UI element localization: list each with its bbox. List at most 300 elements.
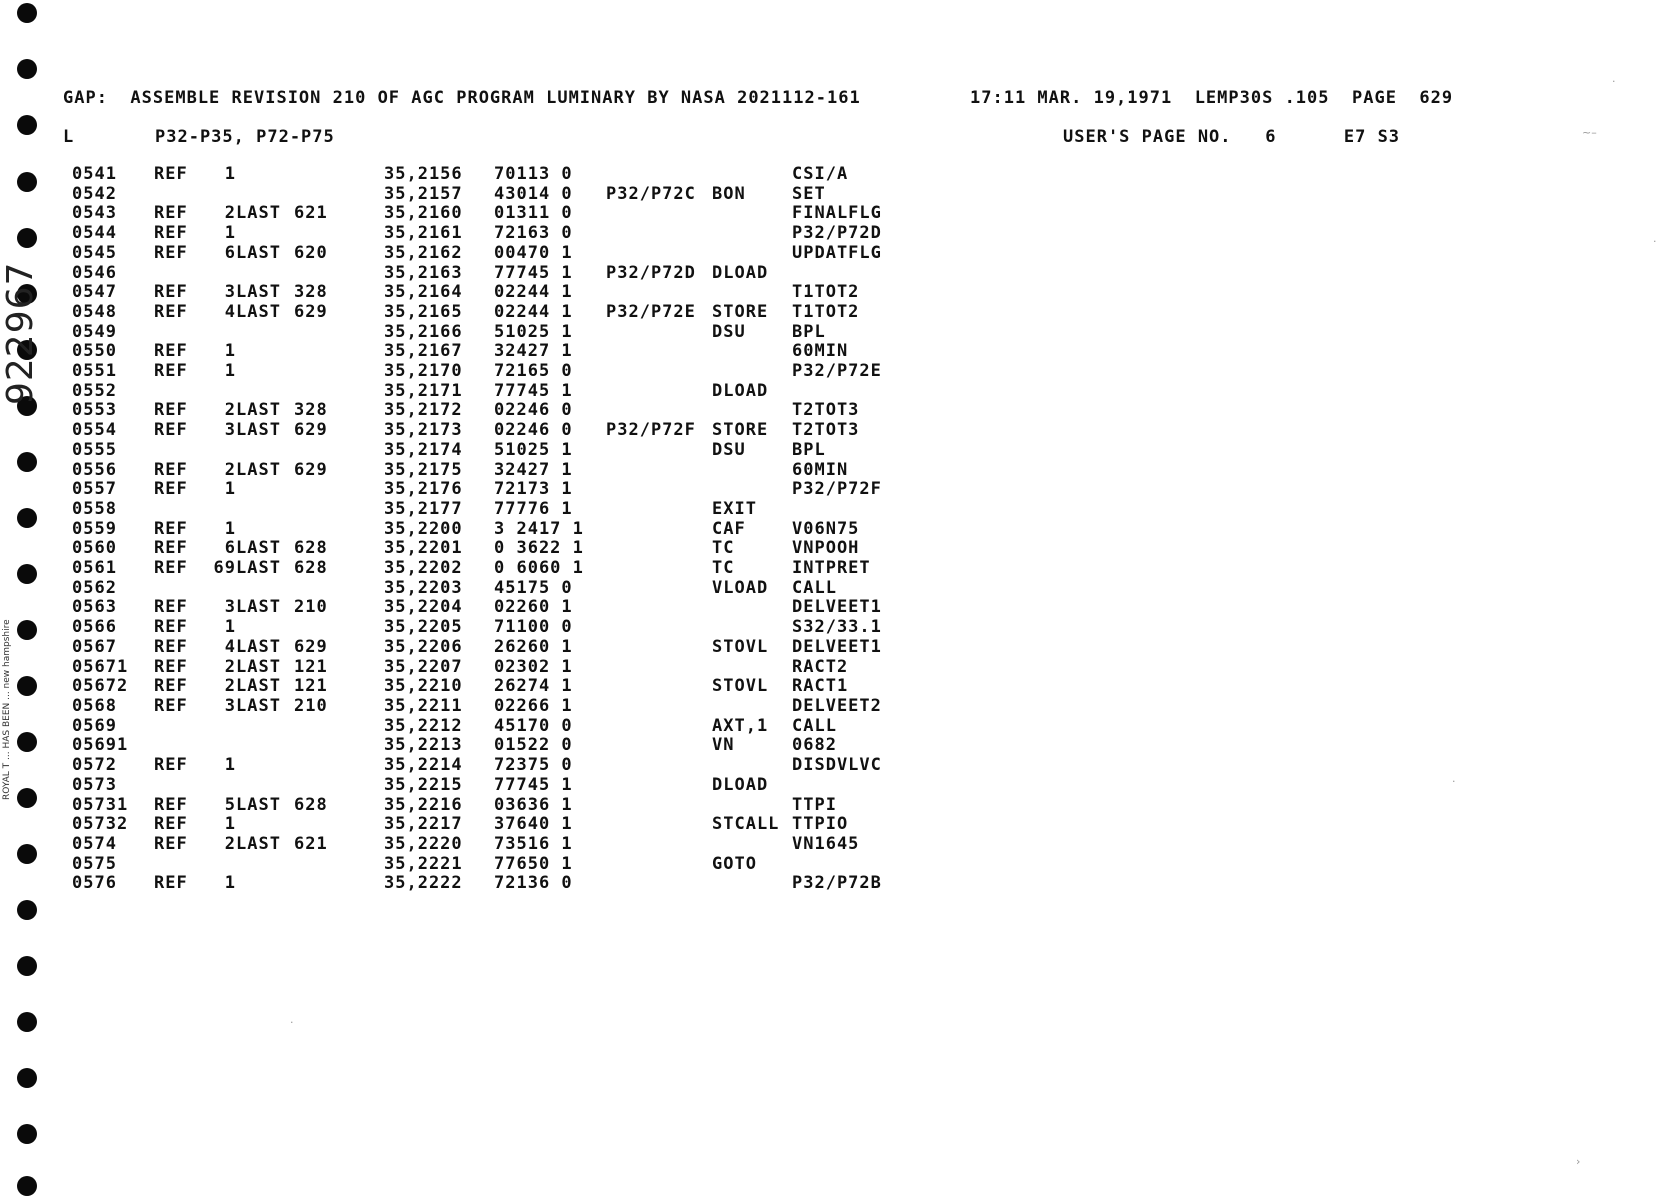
listing-row xyxy=(72,579,912,599)
opcode: VN xyxy=(712,735,735,756)
opcode: CAF xyxy=(712,518,746,539)
last-page: 628 xyxy=(294,794,328,815)
ref-count xyxy=(204,776,236,796)
address: 35,2162 xyxy=(384,242,463,263)
address: 35,2207 xyxy=(384,656,463,677)
ref-count: 6 xyxy=(224,242,236,263)
opcode: STCALL xyxy=(712,814,780,835)
ref-tag: REF xyxy=(154,242,188,263)
ref-count: 3 xyxy=(224,420,236,441)
address: 35,2156 xyxy=(384,164,463,184)
address: 35,2213 xyxy=(384,735,463,756)
last-tag: LAST xyxy=(236,203,281,224)
feed-hole-icon xyxy=(17,1068,37,1088)
header-section-title: P32-P35, P72-P75 xyxy=(155,127,335,147)
operand xyxy=(792,500,912,520)
last-tag xyxy=(236,362,294,382)
ref-count: 4 xyxy=(224,301,236,322)
line-number: 0545 xyxy=(72,242,117,263)
operand xyxy=(792,264,912,284)
last-tag: LAST xyxy=(236,833,281,854)
label xyxy=(606,480,712,500)
listing-row xyxy=(72,835,912,855)
listing-row xyxy=(72,165,912,185)
label xyxy=(606,244,712,264)
line-number: 0562 xyxy=(72,577,117,598)
label xyxy=(606,500,712,520)
last-tag xyxy=(236,717,294,737)
last-tag xyxy=(236,165,294,185)
line-number: 0563 xyxy=(72,597,117,618)
opcode xyxy=(712,618,792,638)
address: 35,2210 xyxy=(384,676,463,697)
octal-word: 73516 1 xyxy=(494,833,573,854)
octal-word: 77776 1 xyxy=(494,498,573,519)
ref-count: 2 xyxy=(224,400,236,421)
last-page xyxy=(294,362,384,382)
opcode: TC xyxy=(712,538,735,559)
ref-tag: REF xyxy=(154,223,188,244)
last-tag xyxy=(236,756,294,776)
opcode xyxy=(712,401,792,421)
address: 35,2221 xyxy=(384,853,463,874)
label xyxy=(606,815,712,835)
opcode: STORE xyxy=(712,301,769,322)
last-page: 328 xyxy=(294,282,328,303)
label xyxy=(606,855,712,875)
opcode: DSU xyxy=(712,439,746,460)
listing-row xyxy=(72,421,912,441)
listing-row xyxy=(72,520,912,540)
tractor-feed-holes xyxy=(0,0,60,1203)
label xyxy=(606,362,712,382)
address: 35,2163 xyxy=(384,262,463,283)
listing-row xyxy=(72,736,912,756)
octal-word: 02244 1 xyxy=(494,301,573,322)
address: 35,2202 xyxy=(384,558,463,579)
opcode xyxy=(712,342,792,362)
operand: DELVEET1 xyxy=(792,597,882,618)
ref-count xyxy=(204,717,236,737)
address: 35,2216 xyxy=(384,794,463,815)
listing-row xyxy=(72,401,912,421)
octal-word: 02302 1 xyxy=(494,656,573,677)
listing-row xyxy=(72,717,912,737)
ref-tag: REF xyxy=(154,538,188,559)
address: 35,2222 xyxy=(384,873,463,894)
last-tag: LAST xyxy=(236,636,281,657)
opcode xyxy=(712,658,792,678)
operand: T1TOT2 xyxy=(792,282,860,303)
line-number: 0543 xyxy=(72,203,117,224)
listing-row xyxy=(72,500,912,520)
opcode: DLOAD xyxy=(712,262,769,283)
last-page xyxy=(294,855,384,875)
last-page xyxy=(294,185,384,205)
operand: BPL xyxy=(792,321,826,342)
last-page xyxy=(294,874,384,894)
line-number: 05731 xyxy=(72,794,129,815)
last-page xyxy=(294,815,384,835)
label xyxy=(606,756,712,776)
last-page xyxy=(294,776,384,796)
octal-word: 72165 0 xyxy=(494,361,573,382)
label xyxy=(606,401,712,421)
address: 35,2175 xyxy=(384,459,463,480)
ref-count: 1 xyxy=(224,873,236,894)
ref-tag xyxy=(154,185,204,205)
line-number: 0574 xyxy=(72,833,117,854)
feed-hole-icon xyxy=(17,115,37,135)
ref-count: 2 xyxy=(224,833,236,854)
feed-hole-icon xyxy=(17,620,37,640)
last-tag xyxy=(236,855,294,875)
address: 35,2177 xyxy=(384,498,463,519)
operand: CALL xyxy=(792,577,837,598)
feed-hole-icon xyxy=(17,172,37,192)
last-tag xyxy=(236,480,294,500)
octal-word: 03636 1 xyxy=(494,794,573,815)
address: 35,2217 xyxy=(384,814,463,835)
line-number: 0556 xyxy=(72,459,117,480)
listing-row xyxy=(72,185,912,205)
feed-hole-icon xyxy=(17,956,37,976)
ref-count xyxy=(204,579,236,599)
address: 35,2214 xyxy=(384,755,463,776)
label xyxy=(606,204,712,224)
last-tag: LAST xyxy=(236,676,281,697)
address: 35,2215 xyxy=(384,774,463,795)
operand: 60MIN xyxy=(792,341,849,362)
feed-hole-icon xyxy=(17,900,37,920)
operand: CALL xyxy=(792,715,837,736)
last-tag: LAST xyxy=(236,794,281,815)
listing-row xyxy=(72,658,912,678)
label xyxy=(606,835,712,855)
feed-hole-icon xyxy=(17,564,37,584)
last-tag: LAST xyxy=(236,538,281,559)
listing-row xyxy=(72,244,912,264)
address: 35,2203 xyxy=(384,577,463,598)
listing-row xyxy=(72,362,912,382)
last-tag xyxy=(236,618,294,638)
octal-word: 26274 1 xyxy=(494,676,573,697)
line-number: 0554 xyxy=(72,420,117,441)
ref-count: 1 xyxy=(224,755,236,776)
ref-tag xyxy=(154,717,204,737)
operand: T2TOT3 xyxy=(792,400,860,421)
label xyxy=(606,165,712,185)
octal-word: 45170 0 xyxy=(494,715,573,736)
ref-count xyxy=(204,855,236,875)
last-page xyxy=(294,165,384,185)
header-user-page: USER'S PAGE NO. 6 E7 S3 xyxy=(1063,127,1401,147)
opcode xyxy=(712,165,792,185)
last-page: 629 xyxy=(294,636,328,657)
last-page xyxy=(294,382,384,402)
last-page: 121 xyxy=(294,656,328,677)
line-number: 0566 xyxy=(72,617,117,638)
ref-tag: REF xyxy=(154,203,188,224)
last-tag xyxy=(236,382,294,402)
operand: T1TOT2 xyxy=(792,301,860,322)
opcode: STOVL xyxy=(712,676,769,697)
listing-row xyxy=(72,342,912,362)
line-number: 0568 xyxy=(72,695,117,716)
address: 35,2211 xyxy=(384,695,463,716)
opcode xyxy=(712,204,792,224)
feed-hole-icon xyxy=(17,676,37,696)
ref-count: 5 xyxy=(224,794,236,815)
last-page: 121 xyxy=(294,676,328,697)
ref-tag: REF xyxy=(154,833,188,854)
opcode xyxy=(712,461,792,481)
last-tag: LAST xyxy=(236,695,281,716)
octal-word: 32427 1 xyxy=(494,459,573,480)
octal-word: 02266 1 xyxy=(494,695,573,716)
operand: P32/P72D xyxy=(792,223,882,244)
ref-count: 2 xyxy=(224,459,236,480)
last-tag xyxy=(236,264,294,284)
ref-count xyxy=(204,500,236,520)
feed-hole-icon xyxy=(17,452,37,472)
listing-row xyxy=(72,815,912,835)
octal-word: 72375 0 xyxy=(494,755,573,776)
address: 35,2205 xyxy=(384,617,463,638)
last-page xyxy=(294,264,384,284)
opcode xyxy=(712,697,792,717)
listing-row xyxy=(72,461,912,481)
label xyxy=(606,658,712,678)
address: 35,2164 xyxy=(384,282,463,303)
address: 35,2165 xyxy=(384,301,463,322)
label xyxy=(606,559,712,579)
opcode: BON xyxy=(712,183,746,204)
opcode xyxy=(712,598,792,618)
ref-count: 1 xyxy=(224,518,236,539)
line-number: 0549 xyxy=(72,321,117,342)
line-number: 0547 xyxy=(72,282,117,303)
header-date-page: 17:11 MAR. 19,1971 LEMP30S .105 PAGE 629 xyxy=(970,88,1454,108)
ref-count xyxy=(204,441,236,461)
ref-tag: REF xyxy=(154,794,188,815)
ref-tag xyxy=(154,776,204,796)
ref-tag xyxy=(154,441,204,461)
feed-hole-icon xyxy=(17,1176,37,1196)
operand: 60MIN xyxy=(792,459,849,480)
opcode: STOVL xyxy=(712,636,769,657)
line-number: 0555 xyxy=(72,439,117,460)
octal-word: 51025 1 xyxy=(494,439,573,460)
operand: FINALFLG xyxy=(792,203,882,224)
last-page xyxy=(294,520,384,540)
octal-word: 77745 1 xyxy=(494,262,573,283)
octal-word: 77745 1 xyxy=(494,380,573,401)
opcode: DSU xyxy=(712,321,746,342)
line-number: 05671 xyxy=(72,656,129,677)
operand: DISDVLVC xyxy=(792,755,882,776)
label xyxy=(606,677,712,697)
ref-tag: REF xyxy=(154,361,188,382)
octal-word: 37640 1 xyxy=(494,814,573,835)
ref-tag: REF xyxy=(154,558,188,579)
ref-tag: REF xyxy=(154,873,188,894)
label xyxy=(606,539,712,559)
label xyxy=(606,520,712,540)
listing-row xyxy=(72,480,912,500)
header-type-code: L xyxy=(63,127,75,147)
last-page xyxy=(294,441,384,461)
octal-word: 77745 1 xyxy=(494,774,573,795)
ref-tag: REF xyxy=(154,755,188,776)
operand: 0682 xyxy=(792,735,837,756)
listing-row xyxy=(72,874,912,894)
line-number: 0573 xyxy=(72,774,117,795)
address: 35,2220 xyxy=(384,833,463,854)
last-tag xyxy=(236,874,294,894)
opcode xyxy=(712,244,792,264)
operand: INTPRET xyxy=(792,558,871,579)
listing-row xyxy=(72,796,912,816)
opcode xyxy=(712,756,792,776)
ref-tag: REF xyxy=(154,518,188,539)
label: P32/P72C xyxy=(606,183,696,204)
line-number: 05732 xyxy=(72,814,129,835)
address: 35,2204 xyxy=(384,597,463,618)
feed-hole-icon xyxy=(17,732,37,752)
listing-row xyxy=(72,559,912,579)
listing-row xyxy=(72,638,912,658)
last-page xyxy=(294,342,384,362)
opcode: EXIT xyxy=(712,498,757,519)
line-number: 0550 xyxy=(72,341,117,362)
address: 35,2201 xyxy=(384,538,463,559)
feed-hole-icon xyxy=(17,508,37,528)
operand: P32/P72B xyxy=(792,873,882,894)
octal-word: 32427 1 xyxy=(494,341,573,362)
last-tag xyxy=(236,520,294,540)
octal-word: 72173 1 xyxy=(494,479,573,500)
label xyxy=(606,697,712,717)
last-tag xyxy=(236,323,294,343)
listing-row xyxy=(72,303,912,323)
line-number: 0552 xyxy=(72,380,117,401)
operand xyxy=(792,382,912,402)
listing-row xyxy=(72,598,912,618)
label xyxy=(606,618,712,638)
octal-word: 00470 1 xyxy=(494,242,573,263)
ref-count: 4 xyxy=(224,636,236,657)
address: 35,2166 xyxy=(384,321,463,342)
octal-word: 26260 1 xyxy=(494,636,573,657)
last-page xyxy=(294,323,384,343)
ref-count xyxy=(204,185,236,205)
address: 35,2157 xyxy=(384,183,463,204)
ref-tag: REF xyxy=(154,617,188,638)
opcode: STORE xyxy=(712,420,769,441)
octal-word: 43014 0 xyxy=(494,183,573,204)
octal-word: 02260 1 xyxy=(494,597,573,618)
last-page: 210 xyxy=(294,695,328,716)
line-number: 0560 xyxy=(72,538,117,559)
last-tag: LAST xyxy=(236,420,281,441)
last-page xyxy=(294,500,384,520)
ref-tag xyxy=(154,855,204,875)
opcode: DLOAD xyxy=(712,380,769,401)
operand: P32/P72F xyxy=(792,479,882,500)
listing-row xyxy=(72,382,912,402)
operand: TTPIO xyxy=(792,814,849,835)
line-number: 05691 xyxy=(72,735,129,756)
label xyxy=(606,323,712,343)
line-number: 0544 xyxy=(72,223,117,244)
line-number: 0569 xyxy=(72,715,117,736)
address: 35,2200 xyxy=(384,518,463,539)
ref-count: 1 xyxy=(224,814,236,835)
ref-tag xyxy=(154,382,204,402)
octal-word: 01311 0 xyxy=(494,203,573,224)
opcode xyxy=(712,480,792,500)
feed-hole-icon xyxy=(17,1012,37,1032)
ref-tag: REF xyxy=(154,420,188,441)
octal-word: 51025 1 xyxy=(494,321,573,342)
ref-tag: REF xyxy=(154,636,188,657)
opcode: GOTO xyxy=(712,853,757,874)
address: 35,2172 xyxy=(384,400,463,421)
opcode xyxy=(712,874,792,894)
opcode: TC xyxy=(712,558,735,579)
operand: VNPOOH xyxy=(792,538,860,559)
ref-count: 1 xyxy=(224,479,236,500)
ref-count xyxy=(204,264,236,284)
octal-word: 3 2417 1 xyxy=(494,518,584,539)
margin-paper-brand: ROYAL T ... HAS BEEN ... new hampshire xyxy=(2,619,12,800)
label: P32/P72E xyxy=(606,301,696,322)
address: 35,2170 xyxy=(384,361,463,382)
listing-row xyxy=(72,224,912,244)
last-page xyxy=(294,756,384,776)
ref-count: 1 xyxy=(224,617,236,638)
address: 35,2174 xyxy=(384,439,463,460)
label xyxy=(606,796,712,816)
line-number: 0542 xyxy=(72,183,117,204)
opcode xyxy=(712,796,792,816)
label xyxy=(606,342,712,362)
operand: VN1645 xyxy=(792,833,860,854)
last-page xyxy=(294,579,384,599)
ref-tag: REF xyxy=(154,282,188,303)
last-page: 629 xyxy=(294,459,328,480)
ref-tag: REF xyxy=(154,164,188,184)
ref-count: 3 xyxy=(224,597,236,618)
ref-tag xyxy=(154,500,204,520)
operand: SET xyxy=(792,183,826,204)
line-number: 0558 xyxy=(72,498,117,519)
listing-row xyxy=(72,264,912,284)
ref-count: 1 xyxy=(224,361,236,382)
last-tag xyxy=(236,185,294,205)
address: 35,2167 xyxy=(384,341,463,362)
ref-count xyxy=(204,736,236,756)
line-number: 0546 xyxy=(72,262,117,283)
label xyxy=(606,283,712,303)
last-tag xyxy=(236,579,294,599)
operand: TTPI xyxy=(792,794,837,815)
listing-row xyxy=(72,855,912,875)
operand: RACT2 xyxy=(792,656,849,677)
octal-word: 01522 0 xyxy=(494,735,573,756)
ref-count xyxy=(204,323,236,343)
